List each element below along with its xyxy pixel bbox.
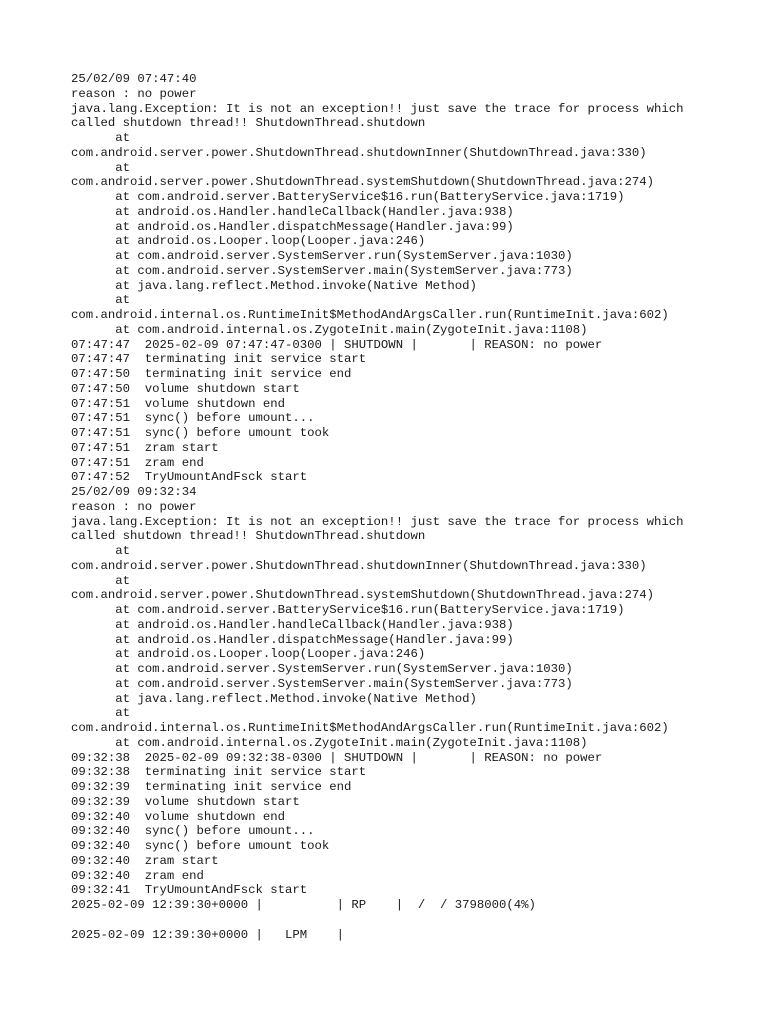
log-line: 09:32:41 TryUmountAndFsck start — [71, 883, 308, 898]
log-line: 09:32:40 zram start — [71, 853, 219, 868]
log-line: 07:47:51 sync() before umount took — [71, 426, 330, 440]
log-line: com.android.internal.os.RuntimeInit$MethodAndArgsCaller.run(RuntimeInit.java:602) — [71, 721, 669, 735]
log-line: 09:32:38 terminating init service start — [71, 765, 367, 780]
log-line: 07:47:52 TryUmountAndFsck start — [71, 470, 308, 485]
log-line: 2025-02-09 12:39:30+0000 | LPM | — [71, 927, 345, 942]
log-line: at — [71, 544, 131, 558]
log-line: at com.android.server.SystemServer.main(SystemServer.java:773) — [71, 263, 573, 278]
log-line: com.android.server.power.ShutdownThread.shutdownInner(ShutdownThread.java:330) — [71, 145, 647, 160]
log-line: java.lang.Exception: It is not an exception!! just save the trace for process which — [71, 514, 684, 529]
log-line: at android.os.Handler.dispatchMessage(Handler.java:99) — [71, 632, 514, 647]
log-line: at — [71, 706, 131, 721]
log-line: called shutdown thread!! ShutdownThread.shutdown — [71, 116, 426, 131]
log-blank-line — [71, 913, 684, 928]
log-line: at com.android.server.SystemServer.run(SystemServer.java:1030) — [71, 662, 573, 676]
log-line: at android.os.Looper.loop(Looper.java:246) — [71, 647, 426, 662]
log-line: at com.android.server.BatteryService$16.run(BatteryService.java:1719) — [71, 603, 625, 617]
log-line: reason : no power — [71, 499, 197, 514]
log-line: 09:32:40 sync() before umount... — [71, 824, 315, 839]
log-line: at android.os.Handler.handleCallback(Handler.java:938) — [71, 204, 514, 219]
log-line: at java.lang.reflect.Method.invoke(Native Method) — [71, 278, 477, 293]
log-line: 07:47:50 volume shutdown start — [71, 381, 300, 396]
log-line: at — [71, 131, 131, 145]
log-line: at com.android.internal.os.ZygoteInit.main(ZygoteInit.java:1108) — [71, 322, 588, 337]
log-line: at — [71, 160, 131, 175]
log-line: 09:32:40 sync() before umount took — [71, 839, 330, 853]
log-line: 09:32:38 2025-02-09 09:32:38-0300 | SHUTDOWN | | REASON: no power — [71, 750, 603, 765]
log-line: com.android.server.power.ShutdownThread.systemShutdown(ShutdownThread.java:274) — [71, 588, 654, 603]
log-line: at java.lang.reflect.Method.invoke(Native Method) — [71, 691, 477, 706]
log-line: 25/02/09 09:32:34 — [71, 485, 197, 499]
log-line: 07:47:50 terminating init service end — [71, 367, 352, 381]
log-line: at android.os.Handler.handleCallback(Handler.java:938) — [71, 617, 514, 632]
log-line: 07:47:51 zram end — [71, 455, 204, 470]
log-text-block — [71, 72, 684, 942]
log-line: 07:47:47 2025-02-09 07:47:47-0300 | SHUTDOWN | | REASON: no power — [71, 337, 603, 352]
log-line: 25/02/09 07:47:40 — [71, 72, 197, 86]
log-line: 09:32:40 volume shutdown end — [71, 809, 286, 824]
log-line: at android.os.Handler.dispatchMessage(Handler.java:99) — [71, 219, 514, 234]
log-line: at android.os.Looper.loop(Looper.java:246) — [71, 234, 426, 249]
log-line: 07:47:47 terminating init service start — [71, 352, 367, 367]
log-line: com.android.server.power.ShutdownThread.shutdownInner(ShutdownThread.java:330) — [71, 558, 647, 573]
log-line: java.lang.Exception: It is not an exception!! just save the trace for process which — [71, 101, 684, 116]
log-line: at com.android.server.SystemServer.run(SystemServer.java:1030) — [71, 249, 573, 263]
log-line: 09:32:40 zram end — [71, 868, 204, 883]
log-line: reason : no power — [71, 86, 197, 101]
log-line: 07:47:51 volume shutdown end — [71, 396, 286, 411]
log-line: at — [71, 573, 131, 588]
log-line: com.android.internal.os.RuntimeInit$MethodAndArgsCaller.run(RuntimeInit.java:602) — [71, 308, 669, 322]
log-line: 09:32:39 terminating init service end — [71, 780, 352, 794]
log-line: at com.android.internal.os.ZygoteInit.main(ZygoteInit.java:1108) — [71, 735, 588, 750]
log-line: 2025-02-09 12:39:30+0000 | | RP | / / 3798000(4%) — [71, 898, 536, 912]
log-line: at com.android.server.SystemServer.main(SystemServer.java:773) — [71, 676, 573, 691]
log-line: com.android.server.power.ShutdownThread.systemShutdown(ShutdownThread.java:274) — [71, 175, 654, 190]
log-line: called shutdown thread!! ShutdownThread.shutdown — [71, 529, 426, 544]
log-line: at — [71, 293, 131, 308]
log-line: at com.android.server.BatteryService$16.run(BatteryService.java:1719) — [71, 190, 625, 204]
log-line: 09:32:39 volume shutdown start — [71, 794, 300, 809]
log-line: 07:47:51 sync() before umount... — [71, 411, 315, 426]
log-line: 07:47:51 zram start — [71, 440, 219, 455]
